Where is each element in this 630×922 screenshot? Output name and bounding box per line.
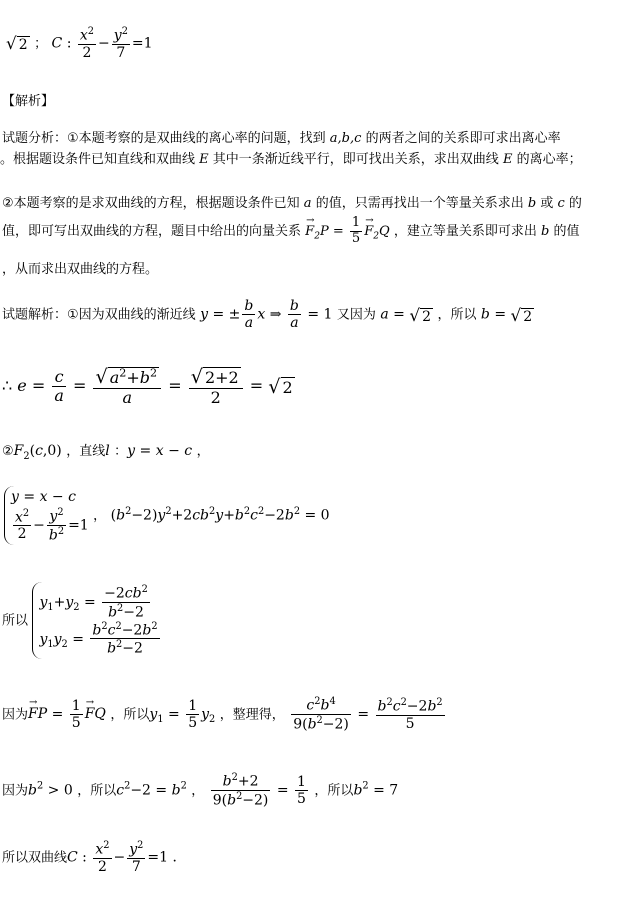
vector-relation: → $F_2P$ = $\frac{1}{5}$ → $F_2Q$ [305, 224, 390, 239]
var-c: c [557, 196, 565, 211]
abc-vars: a,b,c [329, 131, 362, 146]
text: 的离心率； [516, 152, 582, 167]
text: ，整理得， [219, 707, 285, 723]
analysis-line-1 [2, 127, 561, 146]
text: ，所以 [110, 707, 150, 723]
text: 的值，只需再找出一个等量关系求出 [315, 196, 524, 211]
vector-line: 因为→ FP = $\frac{1}{5}$ → FQ ，所以$y_1$ = $\frac{1}{5}$ $y_2$ ，整理得， $\frac{c^2b^4}{9(b^2-2)}$ = $\frac{b^2c^2-2b^2}{5}$ [2, 696, 447, 733]
text: 或 [540, 196, 554, 211]
text: 其中一条渐近线平行，即可找出关系，求出双曲线 [212, 152, 499, 167]
b-line: 因为$b^2 > 0$ ，所以$c^2-2 = b^2$ ， $\frac{b^2+2}{9(b^2-2)}$ = $\frac{1}{5}$ ，所以$b^2 = 7$ [2, 772, 399, 809]
vieta-brace: $y_1+y_2$ = $\frac{-2cb^2}{b^2-2}$ $y_1y_2$ = $\frac{b^2c^2-2b^2}{b^2-2}$ [32, 582, 161, 659]
var-b: b [527, 196, 537, 211]
analysis-line-3 [2, 192, 582, 211]
var-e: E [199, 152, 209, 167]
solution-line-2: $②F_2(c,0)$ ，直线l ：y = x − c ， [2, 443, 210, 462]
text: ，直线 [66, 444, 106, 459]
var-b: b [540, 223, 550, 239]
text: ②本题考察的是求双曲线的方程，根据题设条件已知 [2, 196, 300, 211]
var-e: E [502, 152, 513, 167]
text: ，所以 [77, 783, 117, 799]
text: ： [114, 444, 128, 459]
text: ， [196, 444, 210, 459]
var-a: a [303, 196, 312, 211]
equation-system: y = x − c $\frac{x^2}{2}$ − $\frac{y^2}{b^2}$ =1 ， $(b^2-2)y^2+2cb^2y+b^2c^2-2b^2 = 0$ [4, 486, 330, 545]
analysis-line-4 [2, 216, 579, 247]
text: 又因为 [336, 307, 376, 323]
sqrt-two: √ 2 [6, 33, 28, 54]
vieta-system [2, 582, 162, 659]
text: 因为 [2, 707, 29, 723]
text: ， [191, 783, 205, 799]
text: ，所以 [314, 783, 354, 799]
text: 因为 [2, 783, 29, 799]
text: 所以双曲线 [2, 850, 68, 866]
eccentricity-line: ∴ e = $\frac{c}{a}$ = $\frac{√ a^2+b^2}{a}$ = $\frac{√ 2+2}{2}$ = √ 2 [2, 365, 293, 408]
analysis-line-2 [0, 148, 582, 167]
system-brace: y = x − c $\frac{x^2}{2}$ − $\frac{y^2}{b^2}$ =1 [4, 486, 89, 545]
curve-label: C [51, 35, 63, 52]
text: ． [172, 849, 187, 866]
text: 的值 [553, 223, 580, 239]
separator: ； [34, 36, 48, 52]
text: 试题解析：①因为双曲线的渐近线 [2, 307, 196, 323]
solution-line-1: 试题解析：①因为双曲线的渐近线 y = ± $\frac{b}{a}$ x ⇒ $\frac{b}{a}$ = 1 又因为 a = √ 2 ，所以 b = √ 2 [2, 298, 533, 332]
text: 所以 [2, 613, 29, 629]
answer-line: √ 2 ； C : $\frac{x^2}{2}$ − $\frac{y^2}{7}$ =1 [6, 26, 153, 61]
final-line: 所以双曲线C : $\frac{x^2}{2}$ − $\frac{y^2}{7}$ =1 ． [2, 840, 187, 875]
text: 试题分析：①本题考察的是双曲线的离心率的问题，找到 [2, 131, 326, 146]
text: ，建立等量关系即可求出 [393, 223, 537, 239]
text: 的两者之间的关系即可求出离心率 [365, 131, 561, 146]
eq-rhs: =1 [131, 35, 153, 52]
therefore: ∴ [2, 376, 13, 396]
analysis-line-5: ，从而求出双曲线的方程。 [2, 262, 159, 277]
section-heading: 【解析】 [2, 94, 55, 109]
text: ， [93, 508, 107, 524]
text: ② [2, 444, 14, 459]
text: ，所以 [437, 307, 477, 323]
text: 。根据题设条件已知直线和双曲线 [0, 152, 196, 167]
text: 的 [568, 196, 582, 211]
text: 值，即可写出双曲线的方程，题目中给出的向量关系 [2, 223, 302, 239]
